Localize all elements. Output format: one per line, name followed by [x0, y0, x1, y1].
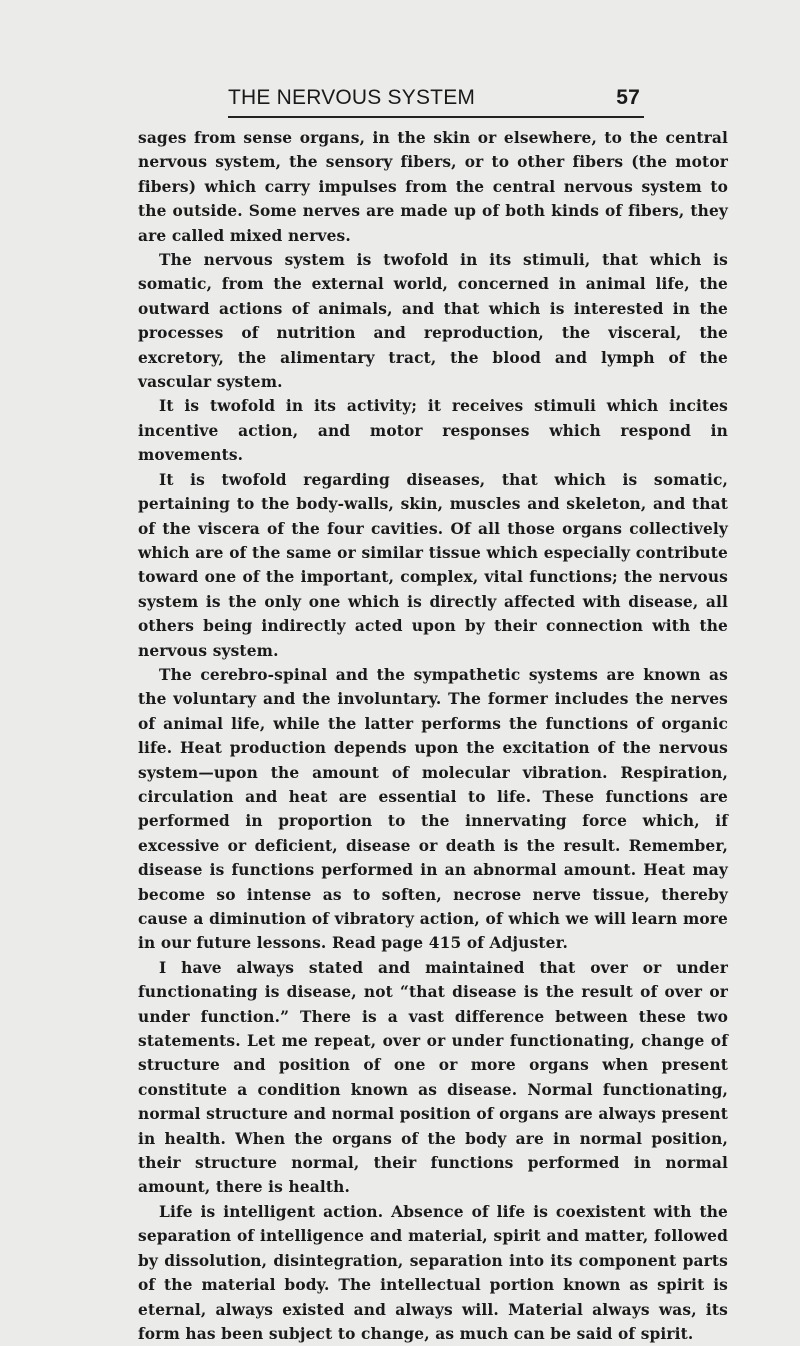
paragraph: Life is intelligent action. Absence of life is coexistent with the separation of intelligence and material, spirit and matter, followed by dissolution, disintegration, separation into its component parts of the material body. The intellectual portion known as spirit is eternal, always existed and always will. Material always was, its form has been subject to change, as much can be said of spirit. — [138, 1202, 728, 1343]
paragraph: I have always stated and maintained that over or under functionating is disease, not “that disease is the result of over or under function.” There is a vast difference between these two statements. Let me repeat, over or under functionating, change of structure and position of one or more organs when present constitute a condition known as disease. Normal functionating, normal structure and normal position of organs are always present in health. When the organs of the body are in normal position, their structure normal, their functions performed in normal amount, there is health. — [138, 958, 728, 1197]
paragraph: The cerebro-spinal and the sympathetic systems are known as the voluntary and the involuntary. The former includes the nerves of animal life, while the latter performs the functions of organic life. Heat production depends upon the excitation of the nervous system—upon the amount of molecular vibration. Respiration, circulation and heat are essential to life. These functions are performed in proportion to the innervating force which, if excessive or deficient, disease or death is the result. Remember, disease is functions performed in an abnormal amount. Heat may become so intense as to soften, necrose nerve tissue, thereby cause a diminution of vibratory action, of which we will learn more in our future lessons. Read page 415 of Adjuster. — [138, 665, 728, 953]
page-number: 57 — [616, 86, 640, 109]
paragraph: It is twofold regarding diseases, that which is somatic, pertaining to the body-walls, skin, muscles and skeleton, and that of the viscera of the four cavities. Of all those organs collectively which are of the same or similar tissue which especially contribute toward one of the important, complex, vital functions; the nervous system is the only one which is directly affected with disease, all others being indirectly acted upon by their connection with the nervous system. — [138, 470, 728, 660]
paragraph: The nervous system is twofold in its stimuli, that which is somatic, from the external world, concerned in animal life, the outward actions of animals, and that which is interested in the processes of nutrition and reproduction, the visceral, the excretory, the alimentary tract, the blood and lymph of the vascular system. — [138, 251, 728, 392]
paragraph: It is twofold in its activity; it receives stimuli which incites incentive action, and motor responses which respond in movements. — [138, 397, 728, 465]
running-header — [228, 86, 644, 118]
paragraph: sages from sense organs, in the skin or elsewhere, to the central nervous system, the sensory fibers, or to other fibers (the motor fibers) which carry impulses from the central nervous system to the outside. Some nerves are made up of both kinds of fibers, they are called mixed nerves. — [138, 129, 728, 245]
chapter-title: THE NERVOUS SYSTEM — [228, 86, 476, 109]
body-text — [138, 126, 728, 1346]
